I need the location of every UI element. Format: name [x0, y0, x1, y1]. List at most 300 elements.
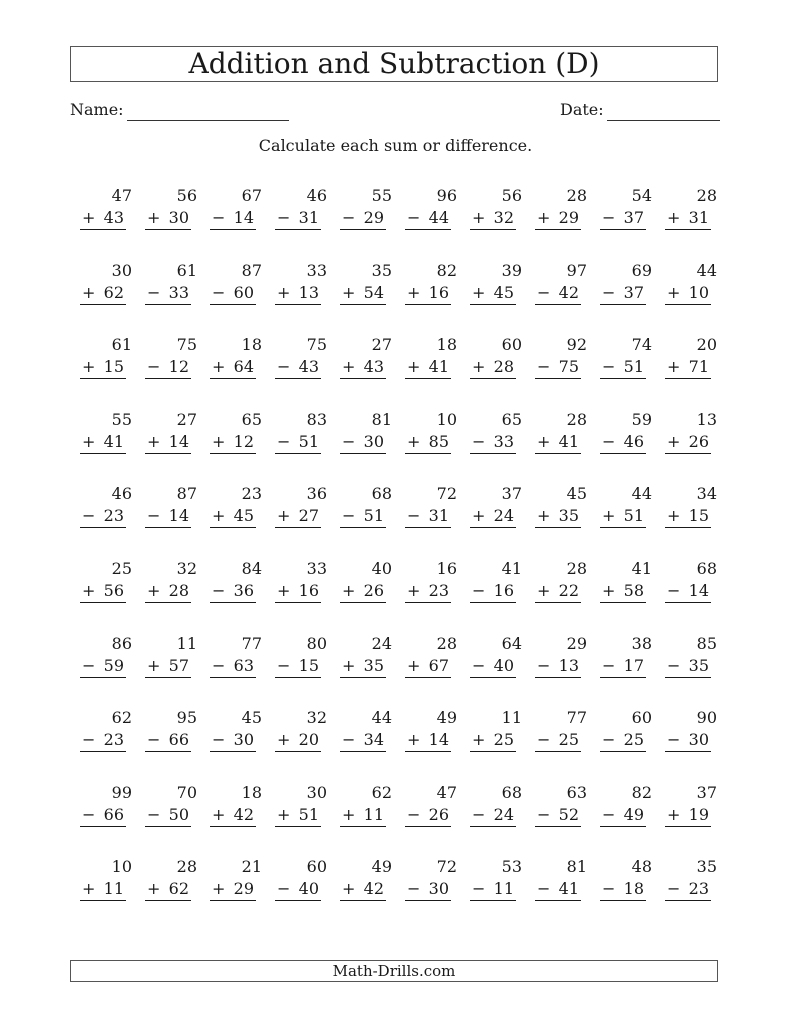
problem: [272, 633, 337, 708]
problem-bottom-number: 46: [623, 431, 644, 451]
problem: [402, 483, 467, 558]
problem: [77, 483, 142, 558]
problem-bottom-line: [470, 282, 516, 305]
problem-bottom-line: [210, 356, 256, 379]
problem-top-number: 45: [241, 708, 262, 728]
problem: [662, 782, 727, 857]
problem-row: [77, 707, 727, 782]
operator-sign: −: [472, 655, 486, 675]
problem: [402, 260, 467, 335]
problem-bottom-line: [535, 505, 581, 528]
problem-top-number: 37: [696, 782, 717, 802]
problem: [662, 856, 727, 931]
problem-bottom-number: 37: [623, 208, 644, 227]
problem: [467, 483, 532, 558]
problem-bottom-line: [340, 655, 386, 678]
problem-bottom-line: [275, 729, 321, 752]
problem-bottom-line: [145, 356, 191, 379]
problem: [337, 334, 402, 409]
problem: [337, 633, 402, 708]
problem-bottom-number: 32: [493, 208, 514, 227]
problem-bottom-number: 27: [298, 506, 319, 526]
problem-top-number: 84: [241, 558, 262, 578]
operator-sign: −: [472, 804, 486, 824]
problem-top-number: 41: [501, 558, 522, 578]
problem-bottom-line: [535, 282, 581, 305]
name-field-line[interactable]: [127, 120, 289, 121]
problem-bottom-number: 14: [233, 208, 254, 227]
problem: [662, 334, 727, 409]
problem-top-number: 55: [371, 186, 392, 205]
problem-bottom-number: 33: [168, 282, 189, 302]
operator-sign: +: [82, 879, 96, 899]
problem-top-number: 46: [111, 484, 132, 504]
problem-bottom-line: [80, 878, 126, 901]
problem-bottom-line: [275, 505, 321, 528]
problem: [142, 260, 207, 335]
operator-sign: +: [407, 730, 421, 750]
problem: [467, 185, 532, 260]
problem-bottom-line: [665, 729, 711, 752]
problem-bottom-number: 14: [168, 506, 189, 526]
operator-sign: −: [667, 879, 681, 899]
problem-top-number: 44: [631, 484, 652, 504]
problem-top-number: 45: [566, 484, 587, 504]
problem-bottom-line: [600, 356, 646, 379]
problem-bottom-line: [210, 207, 256, 230]
problem: [207, 782, 272, 857]
problem-bottom-number: 41: [558, 879, 579, 899]
operator-sign: +: [407, 655, 421, 675]
problem: [142, 856, 207, 931]
problem-top-number: 67: [241, 186, 262, 205]
problem-bottom-line: [600, 282, 646, 305]
problem-bottom-number: 50: [168, 804, 189, 824]
problem: [532, 633, 597, 708]
operator-sign: +: [82, 580, 96, 600]
problem-bottom-line: [340, 356, 386, 379]
problem-top-number: 40: [371, 558, 392, 578]
problem-top-number: 16: [436, 558, 457, 578]
problem: [337, 409, 402, 484]
problem-top-number: 86: [111, 633, 132, 653]
problem-bottom-number: 24: [493, 506, 514, 526]
problem-bottom-line: [145, 729, 191, 752]
problem-bottom-line: [210, 282, 256, 305]
operator-sign: −: [277, 655, 291, 675]
problem-row: [77, 558, 727, 633]
operator-sign: +: [277, 506, 291, 526]
problem-top-number: 69: [631, 260, 652, 280]
problem-bottom-line: [665, 580, 711, 603]
problem-bottom-line: [665, 207, 711, 230]
problem-top-number: 44: [371, 708, 392, 728]
problem-bottom-number: 17: [623, 655, 644, 675]
operator-sign: +: [472, 357, 486, 377]
problem-bottom-number: 40: [298, 879, 319, 899]
problem: [597, 633, 662, 708]
problem-bottom-line: [470, 580, 516, 603]
problem-top-number: 27: [176, 409, 197, 429]
problem: [597, 334, 662, 409]
operator-sign: −: [82, 655, 96, 675]
problem-bottom-number: 23: [688, 879, 709, 899]
problem-bottom-number: 56: [103, 580, 124, 600]
problem: [77, 633, 142, 708]
operator-sign: +: [342, 879, 356, 899]
problem-bottom-number: 85: [428, 431, 449, 451]
problem-bottom-number: 54: [363, 282, 384, 302]
operator-sign: +: [667, 357, 681, 377]
problem-bottom-number: 30: [168, 208, 189, 227]
operator-sign: −: [602, 208, 616, 227]
problem-top-number: 53: [501, 857, 522, 877]
problem-bottom-line: [210, 505, 256, 528]
problem-bottom-number: 71: [688, 357, 709, 377]
problem-bottom-number: 20: [298, 730, 319, 750]
problem-bottom-line: [405, 729, 451, 752]
problem-bottom-line: [600, 580, 646, 603]
operator-sign: −: [407, 506, 421, 526]
problem: [597, 782, 662, 857]
operator-sign: −: [602, 730, 616, 750]
problem: [207, 334, 272, 409]
problem-bottom-line: [80, 580, 126, 603]
operator-sign: +: [82, 208, 96, 227]
problem: [272, 334, 337, 409]
operator-sign: −: [602, 282, 616, 302]
problem-bottom-line: [470, 431, 516, 454]
operator-sign: −: [537, 655, 551, 675]
problem-top-number: 56: [176, 186, 197, 205]
operator-sign: +: [537, 506, 551, 526]
problem: [337, 707, 402, 782]
problem-top-number: 35: [371, 260, 392, 280]
problem-bottom-number: 43: [363, 357, 384, 377]
problem: [662, 260, 727, 335]
problem-bottom-line: [405, 655, 451, 678]
problem-bottom-number: 28: [168, 580, 189, 600]
problem-row: [77, 782, 727, 857]
problem: [77, 185, 142, 260]
problem-bottom-line: [405, 431, 451, 454]
problem-top-number: 18: [241, 335, 262, 355]
problem-bottom-line: [405, 282, 451, 305]
problem: [207, 409, 272, 484]
problem-bottom-line: [405, 804, 451, 827]
problem-bottom-number: 43: [298, 357, 319, 377]
problem-top-number: 72: [436, 484, 457, 504]
problem-top-number: 64: [501, 633, 522, 653]
problem-bottom-number: 11: [363, 804, 384, 824]
problem-top-number: 49: [436, 708, 457, 728]
problem-bottom-line: [210, 804, 256, 827]
operator-sign: −: [212, 282, 226, 302]
problem: [77, 409, 142, 484]
problem-top-number: 28: [566, 558, 587, 578]
problem-top-number: 27: [371, 335, 392, 355]
problem-bottom-line: [340, 878, 386, 901]
operator-sign: −: [537, 282, 551, 302]
operator-sign: −: [82, 730, 96, 750]
problem-bottom-number: 45: [493, 282, 514, 302]
problem: [467, 782, 532, 857]
problem: [467, 707, 532, 782]
problem-row: [77, 856, 727, 931]
problem: [402, 185, 467, 260]
operator-sign: +: [147, 879, 161, 899]
problem-top-number: 95: [176, 708, 197, 728]
problem-top-number: 63: [566, 782, 587, 802]
problem-bottom-line: [405, 505, 451, 528]
operator-sign: +: [82, 431, 96, 451]
problem-bottom-number: 22: [558, 580, 579, 600]
problem-bottom-line: [80, 431, 126, 454]
problem-bottom-number: 57: [168, 655, 189, 675]
operator-sign: +: [407, 431, 421, 451]
problem-bottom-number: 13: [558, 655, 579, 675]
operator-sign: +: [537, 208, 551, 227]
date-field-line[interactable]: [607, 120, 720, 121]
problem-bottom-number: 59: [103, 655, 124, 675]
operator-sign: −: [602, 357, 616, 377]
problem-top-number: 28: [176, 857, 197, 877]
operator-sign: +: [277, 804, 291, 824]
problem-bottom-line: [405, 878, 451, 901]
problem: [77, 260, 142, 335]
problem-top-number: 90: [696, 708, 717, 728]
problem-bottom-line: [405, 356, 451, 379]
problem-top-number: 62: [111, 708, 132, 728]
problem: [597, 409, 662, 484]
operator-sign: −: [212, 730, 226, 750]
problem: [662, 185, 727, 260]
problem-bottom-number: 58: [623, 580, 644, 600]
problem-bottom-number: 62: [168, 879, 189, 899]
problem-bottom-line: [145, 431, 191, 454]
problem-bottom-number: 51: [363, 506, 384, 526]
operator-sign: −: [342, 431, 356, 451]
problem: [467, 633, 532, 708]
operator-sign: −: [147, 730, 161, 750]
problem-bottom-line: [80, 207, 126, 230]
problem-top-number: 87: [241, 260, 262, 280]
problem: [142, 633, 207, 708]
problem-top-number: 23: [241, 484, 262, 504]
problem-bottom-number: 23: [103, 506, 124, 526]
problem-bottom-number: 30: [428, 879, 449, 899]
operator-sign: +: [472, 506, 486, 526]
problem-top-number: 65: [501, 409, 522, 429]
problem-bottom-line: [470, 878, 516, 901]
instructions: Calculate each sum or difference.: [258, 136, 533, 155]
problem-bottom-number: 63: [233, 655, 254, 675]
problem-bottom-number: 51: [298, 804, 319, 824]
problem: [142, 409, 207, 484]
problem-top-number: 32: [306, 708, 327, 728]
problem-bottom-number: 16: [298, 580, 319, 600]
problem-row: [77, 260, 727, 335]
problem-bottom-line: [145, 207, 191, 230]
problem-bottom-number: 51: [623, 506, 644, 526]
problem: [207, 707, 272, 782]
problem: [337, 782, 402, 857]
problem: [532, 558, 597, 633]
operator-sign: +: [82, 282, 96, 302]
problem-top-number: 33: [306, 558, 327, 578]
problem: [337, 558, 402, 633]
problem-bottom-line: [600, 655, 646, 678]
problem-bottom-line: [535, 580, 581, 603]
problem-top-number: 61: [176, 260, 197, 280]
problem-bottom-line: [210, 580, 256, 603]
operator-sign: +: [277, 580, 291, 600]
problem-bottom-number: 34: [363, 730, 384, 750]
problem-top-number: 33: [306, 260, 327, 280]
problem: [532, 707, 597, 782]
problem-top-number: 35: [696, 857, 717, 877]
problem-top-number: 30: [306, 782, 327, 802]
operator-sign: −: [277, 431, 291, 451]
problem-row: [77, 483, 727, 558]
operator-sign: +: [277, 282, 291, 302]
problem: [532, 334, 597, 409]
operator-sign: +: [667, 804, 681, 824]
operator-sign: +: [602, 580, 616, 600]
problem-bottom-line: [275, 207, 321, 230]
operator-sign: +: [472, 730, 486, 750]
problem-top-number: 60: [306, 857, 327, 877]
problem-bottom-number: 45: [233, 506, 254, 526]
problem-bottom-line: [210, 878, 256, 901]
problem-bottom-line: [340, 207, 386, 230]
operator-sign: −: [82, 804, 96, 824]
problem: [467, 260, 532, 335]
operator-sign: −: [537, 879, 551, 899]
problem-bottom-number: 16: [493, 580, 514, 600]
operator-sign: +: [147, 655, 161, 675]
problem-bottom-number: 40: [493, 655, 514, 675]
problem: [597, 856, 662, 931]
problem-top-number: 18: [241, 782, 262, 802]
problem-bottom-number: 11: [103, 879, 124, 899]
problem: [597, 558, 662, 633]
problem-top-number: 28: [696, 186, 717, 205]
operator-sign: +: [342, 282, 356, 302]
operator-sign: −: [277, 208, 291, 227]
operator-sign: +: [147, 431, 161, 451]
problem-bottom-number: 23: [428, 580, 449, 600]
problem-row: [77, 334, 727, 409]
operator-sign: −: [407, 804, 421, 824]
problem-top-number: 32: [176, 558, 197, 578]
operator-sign: +: [212, 357, 226, 377]
problem-top-number: 82: [631, 782, 652, 802]
problem: [272, 707, 337, 782]
problem-bottom-line: [470, 729, 516, 752]
problem: [662, 409, 727, 484]
problem-bottom-line: [275, 804, 321, 827]
problem-top-number: 54: [631, 186, 652, 205]
problem-top-number: 44: [696, 260, 717, 280]
problem-bottom-line: [470, 356, 516, 379]
problem-bottom-number: 28: [493, 357, 514, 377]
problem-bottom-number: 41: [103, 431, 124, 451]
problem-top-number: 97: [566, 260, 587, 280]
problem-bottom-number: 35: [558, 506, 579, 526]
problem: [142, 483, 207, 558]
operator-sign: −: [407, 879, 421, 899]
operator-sign: −: [147, 506, 161, 526]
problem-bottom-number: 52: [558, 804, 579, 824]
problem: [532, 782, 597, 857]
operator-sign: −: [537, 357, 551, 377]
problem-bottom-line: [535, 431, 581, 454]
problem-top-number: 60: [631, 708, 652, 728]
problem-bottom-number: 42: [363, 879, 384, 899]
operator-sign: +: [537, 431, 551, 451]
problem-bottom-line: [470, 655, 516, 678]
operator-sign: −: [147, 282, 161, 302]
problem-top-number: 46: [306, 186, 327, 205]
problem: [337, 856, 402, 931]
problem-top-number: 10: [111, 857, 132, 877]
operator-sign: −: [472, 580, 486, 600]
operator-sign: −: [342, 730, 356, 750]
operator-sign: +: [537, 580, 551, 600]
problem-bottom-line: [80, 655, 126, 678]
problem-bottom-line: [600, 804, 646, 827]
problem-top-number: 48: [631, 857, 652, 877]
problem-top-number: 75: [176, 335, 197, 355]
problem-bottom-number: 16: [428, 282, 449, 302]
problem-top-number: 59: [631, 409, 652, 429]
problem-top-number: 24: [371, 633, 392, 653]
operator-sign: −: [147, 804, 161, 824]
operator-sign: +: [147, 580, 161, 600]
problem-bottom-number: 25: [558, 730, 579, 750]
operator-sign: −: [537, 804, 551, 824]
operator-sign: +: [212, 879, 226, 899]
operator-sign: −: [407, 208, 421, 227]
problem-bottom-number: 44: [428, 208, 449, 227]
problem: [142, 334, 207, 409]
operator-sign: +: [277, 730, 291, 750]
problem-top-number: 80: [306, 633, 327, 653]
problem: [662, 483, 727, 558]
operator-sign: −: [82, 506, 96, 526]
problem-bottom-number: 25: [623, 730, 644, 750]
problem-bottom-line: [535, 356, 581, 379]
problem-bottom-number: 15: [688, 506, 709, 526]
operator-sign: +: [667, 431, 681, 451]
operator-sign: −: [602, 431, 616, 451]
problem-bottom-number: 67: [428, 655, 449, 675]
problem-bottom-number: 15: [298, 655, 319, 675]
problem-bottom-number: 29: [363, 208, 384, 227]
problem-bottom-line: [600, 505, 646, 528]
problem-bottom-line: [600, 729, 646, 752]
problem-bottom-number: 11: [493, 879, 514, 899]
problem: [467, 334, 532, 409]
operator-sign: −: [667, 655, 681, 675]
operator-sign: −: [212, 655, 226, 675]
problem-top-number: 20: [696, 335, 717, 355]
problem-top-number: 34: [696, 484, 717, 504]
problem: [272, 483, 337, 558]
problem: [142, 558, 207, 633]
date-label: Date:: [560, 100, 604, 119]
